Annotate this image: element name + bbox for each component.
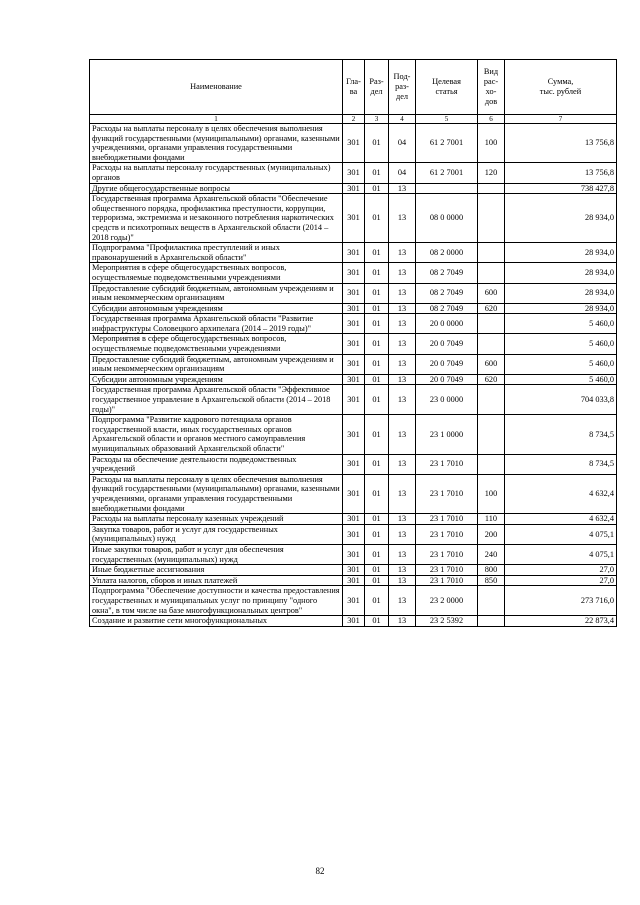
cell-section: 01 [365, 474, 389, 513]
cell-section: 01 [365, 385, 389, 415]
cell-expense-type: 200 [478, 524, 505, 544]
table-row [90, 183, 617, 194]
cell-section: 01 [365, 454, 389, 474]
cell-subsection: 13 [389, 243, 416, 263]
cell-subsection: 13 [389, 314, 416, 334]
cell-subsection: 13 [389, 374, 416, 385]
cell-expense-type: 620 [478, 374, 505, 385]
cell-subsection: 13 [389, 263, 416, 283]
cell-name: Закупка товаров, работ и услуг для государственных (муниципальных) нужд [90, 524, 343, 544]
cell-expense-type: 240 [478, 544, 505, 564]
cell-section: 01 [365, 575, 389, 586]
cell-name: Предоставление субсидий бюджетным, автономным учреждениям и иным некоммерческим организациям [90, 283, 343, 303]
cell-amount: 28 934,0 [505, 243, 617, 263]
table-row [90, 524, 617, 544]
cell-chapter: 301 [343, 514, 365, 525]
cell-expense-type [478, 586, 505, 616]
cell-chapter: 301 [343, 314, 365, 334]
table-row [90, 514, 617, 525]
cell-section: 01 [365, 243, 389, 263]
cell-chapter: 301 [343, 544, 365, 564]
cell-name: Расходы на выплаты персоналу государственных (муниципальных) органов [90, 163, 343, 183]
table-row [90, 263, 617, 283]
cell-name: Другие общегосударственные вопросы [90, 183, 343, 194]
cell-expense-type [478, 263, 505, 283]
cell-subsection: 13 [389, 524, 416, 544]
header-target: Целевая статья [416, 60, 478, 115]
cell-subsection: 13 [389, 183, 416, 194]
cell-amount: 738 427,8 [505, 183, 617, 194]
cell-target: 20 0 7049 [416, 354, 478, 374]
cell-chapter: 301 [343, 586, 365, 616]
cell-subsection: 13 [389, 565, 416, 576]
cell-chapter: 301 [343, 374, 365, 385]
table-row [90, 243, 617, 263]
cell-chapter: 301 [343, 385, 365, 415]
cell-chapter: 301 [343, 616, 365, 627]
cell-chapter: 301 [343, 474, 365, 513]
cell-subsection: 13 [389, 474, 416, 513]
cell-chapter: 301 [343, 354, 365, 374]
cell-amount: 5 460,0 [505, 354, 617, 374]
cell-expense-type [478, 415, 505, 454]
cell-amount: 5 460,0 [505, 314, 617, 334]
cell-chapter: 301 [343, 303, 365, 314]
cell-target: 23 2 5392 [416, 616, 478, 627]
cell-expense-type [478, 334, 505, 354]
cell-name: Расходы на выплаты персоналу казенных учреждений [90, 514, 343, 525]
table-row [90, 575, 617, 586]
cell-amount: 704 033,8 [505, 385, 617, 415]
cell-section: 01 [365, 314, 389, 334]
cell-name: Расходы на выплаты персоналу в целях обеспечения выполнения функций государственными (муниципальными) органами, казенными учреждениями, органами управления государственными внебюджетными фондами [90, 124, 343, 163]
header-expense-type: Вид рас- хо- дов [478, 60, 505, 115]
cell-section: 01 [365, 514, 389, 525]
cell-name: Мероприятия в сфере общегосударственных вопросов, осуществляемые подведомственными учреждениями [90, 263, 343, 283]
cell-section: 01 [365, 586, 389, 616]
cell-section: 01 [365, 283, 389, 303]
cell-target: 23 1 7010 [416, 524, 478, 544]
cell-target: 23 1 7010 [416, 454, 478, 474]
cell-expense-type: 100 [478, 474, 505, 513]
cell-expense-type [478, 314, 505, 334]
cell-chapter: 301 [343, 243, 365, 263]
cell-amount: 27,0 [505, 575, 617, 586]
cell-name: Иные закупки товаров, работ и услуг для обеспечения государственных (муниципальных) нужд [90, 544, 343, 564]
cell-subsection: 04 [389, 163, 416, 183]
cell-amount: 5 460,0 [505, 334, 617, 354]
table-row [90, 314, 617, 334]
cell-subsection: 13 [389, 283, 416, 303]
cell-name: Предоставление субсидий бюджетным, автономным учреждениям и иным некоммерческим организациям [90, 354, 343, 374]
column-number: 7 [505, 115, 617, 124]
table-row [90, 194, 617, 243]
header-name: Наименование [90, 60, 343, 115]
cell-subsection: 13 [389, 385, 416, 415]
cell-expense-type [478, 385, 505, 415]
cell-target: 23 1 7010 [416, 565, 478, 576]
cell-target: 61 2 7001 [416, 163, 478, 183]
table-row [90, 565, 617, 576]
cell-name: Государственная программа Архангельской области "Эффективное государственное управление в Архангельской области (2014 – 2018 годы)" [90, 385, 343, 415]
table-row [90, 544, 617, 564]
cell-section: 01 [365, 544, 389, 564]
cell-section: 01 [365, 374, 389, 385]
cell-name: Подпрограмма "Обеспечение доступности и качества предоставления государственных и муниципальных услуг по принципу "одного окна", в том числе на базе многофункциональных центров" [90, 586, 343, 616]
cell-section: 01 [365, 194, 389, 243]
cell-target: 23 1 0000 [416, 415, 478, 454]
cell-chapter: 301 [343, 524, 365, 544]
cell-expense-type: 600 [478, 354, 505, 374]
table-row [90, 586, 617, 616]
cell-section: 01 [365, 565, 389, 576]
cell-expense-type: 620 [478, 303, 505, 314]
cell-target: 20 0 7049 [416, 374, 478, 385]
table-row [90, 385, 617, 415]
table-row [90, 303, 617, 314]
cell-amount: 28 934,0 [505, 263, 617, 283]
cell-subsection: 13 [389, 303, 416, 314]
cell-name: Создание и развитие сети многофункциональных [90, 616, 343, 627]
cell-section: 01 [365, 616, 389, 627]
cell-target [416, 183, 478, 194]
cell-name: Уплата налогов, сборов и иных платежей [90, 575, 343, 586]
table-body [90, 124, 617, 627]
cell-expense-type [478, 454, 505, 474]
cell-name: Подпрограмма "Развитие кадрового потенциала органов государственной власти, иных государственных органов Архангельской области и органов местного самоуправления муниципальных образований Архангельской области" [90, 415, 343, 454]
budget-table [89, 59, 617, 627]
table-header-row [90, 60, 617, 115]
column-number: 4 [389, 115, 416, 124]
cell-chapter: 301 [343, 565, 365, 576]
column-number: 3 [365, 115, 389, 124]
header-amount: Сумма, тыс. рублей [505, 60, 617, 115]
header-chapter: Гла- ва [343, 60, 365, 115]
table-row [90, 334, 617, 354]
cell-target: 20 0 7049 [416, 334, 478, 354]
cell-section: 01 [365, 263, 389, 283]
cell-name: Государственная программа Архангельской области "Развитие инфраструктуры Соловецкого архипелага (2014 – 2019 годы)" [90, 314, 343, 334]
table-row [90, 474, 617, 513]
cell-expense-type: 850 [478, 575, 505, 586]
table-row [90, 616, 617, 627]
cell-subsection: 13 [389, 415, 416, 454]
cell-expense-type [478, 243, 505, 263]
cell-target: 08 2 7049 [416, 283, 478, 303]
cell-expense-type: 120 [478, 163, 505, 183]
table-row [90, 124, 617, 163]
cell-amount: 4 075,1 [505, 524, 617, 544]
cell-expense-type: 800 [478, 565, 505, 576]
cell-subsection: 13 [389, 575, 416, 586]
cell-subsection: 13 [389, 586, 416, 616]
cell-name: Государственная программа Архангельской области "Обеспечение общественного порядка, профилактика преступности, коррупции, терроризма, экстремизма и незаконного потребления наркотических средств и психотропных веществ в Архангельской области (2014 – 2018 годы)" [90, 194, 343, 243]
cell-subsection: 13 [389, 544, 416, 564]
column-number: 5 [416, 115, 478, 124]
cell-section: 01 [365, 334, 389, 354]
cell-subsection: 13 [389, 354, 416, 374]
column-number: 6 [478, 115, 505, 124]
cell-amount: 27,0 [505, 565, 617, 576]
page-number: 82 [315, 866, 325, 876]
column-number: 1 [90, 115, 343, 124]
cell-target: 08 2 0000 [416, 243, 478, 263]
cell-name: Расходы на выплаты персоналу в целях обеспечения выполнения функций государственными (муниципальными) органами, казенными учреждениями, органами управления государственными внебюджетными фондами [90, 474, 343, 513]
cell-chapter: 301 [343, 183, 365, 194]
cell-expense-type: 100 [478, 124, 505, 163]
cell-target: 23 0 0000 [416, 385, 478, 415]
header-section: Раз- дел [365, 60, 389, 115]
cell-subsection: 13 [389, 194, 416, 243]
cell-target: 20 0 0000 [416, 314, 478, 334]
cell-section: 01 [365, 163, 389, 183]
cell-section: 01 [365, 183, 389, 194]
table-row [90, 283, 617, 303]
cell-section: 01 [365, 124, 389, 163]
cell-chapter: 301 [343, 283, 365, 303]
cell-name: Расходы на обеспечение деятельности подведомственных учреждений [90, 454, 343, 474]
cell-expense-type: 600 [478, 283, 505, 303]
cell-name: Иные бюджетные ассигнования [90, 565, 343, 576]
cell-subsection: 04 [389, 124, 416, 163]
cell-amount: 4 075,1 [505, 544, 617, 564]
cell-amount: 13 756,8 [505, 163, 617, 183]
cell-chapter: 301 [343, 124, 365, 163]
cell-section: 01 [365, 415, 389, 454]
column-number: 2 [343, 115, 365, 124]
cell-amount: 8 734,5 [505, 454, 617, 474]
cell-target: 23 1 7010 [416, 575, 478, 586]
cell-expense-type: 110 [478, 514, 505, 525]
cell-name: Субсидии автономным учреждениям [90, 303, 343, 314]
table-row [90, 163, 617, 183]
cell-expense-type [478, 194, 505, 243]
cell-subsection: 13 [389, 334, 416, 354]
table-row [90, 374, 617, 385]
cell-subsection: 13 [389, 454, 416, 474]
cell-chapter: 301 [343, 334, 365, 354]
cell-section: 01 [365, 354, 389, 374]
table-row [90, 454, 617, 474]
cell-amount: 5 460,0 [505, 374, 617, 385]
cell-target: 08 2 7049 [416, 303, 478, 314]
cell-amount: 13 756,8 [505, 124, 617, 163]
cell-name: Мероприятия в сфере общегосударственных вопросов, осуществляемые подведомственными учреждениями [90, 334, 343, 354]
cell-amount: 22 873,4 [505, 616, 617, 627]
cell-target: 61 2 7001 [416, 124, 478, 163]
cell-target: 23 2 0000 [416, 586, 478, 616]
cell-subsection: 13 [389, 514, 416, 525]
cell-amount: 28 934,0 [505, 194, 617, 243]
header-subsection: Под- раз- дел [389, 60, 416, 115]
cell-section: 01 [365, 303, 389, 314]
cell-expense-type [478, 183, 505, 194]
cell-chapter: 301 [343, 415, 365, 454]
cell-amount: 28 934,0 [505, 283, 617, 303]
cell-chapter: 301 [343, 194, 365, 243]
cell-section: 01 [365, 524, 389, 544]
cell-target: 08 2 7049 [416, 263, 478, 283]
cell-name: Субсидии автономным учреждениям [90, 374, 343, 385]
cell-chapter: 301 [343, 163, 365, 183]
cell-chapter: 301 [343, 454, 365, 474]
cell-amount: 8 734,5 [505, 415, 617, 454]
table-row [90, 415, 617, 454]
table-row [90, 354, 617, 374]
cell-amount: 4 632,4 [505, 474, 617, 513]
cell-chapter: 301 [343, 575, 365, 586]
cell-subsection: 13 [389, 616, 416, 627]
cell-target: 23 1 7010 [416, 474, 478, 513]
cell-target: 23 1 7010 [416, 514, 478, 525]
cell-target: 23 1 7010 [416, 544, 478, 564]
cell-amount: 273 716,0 [505, 586, 617, 616]
cell-chapter: 301 [343, 263, 365, 283]
cell-name: Подпрограмма "Профилактика преступлений и иных правонарушений в Архангельской области" [90, 243, 343, 263]
cell-expense-type [478, 616, 505, 627]
cell-amount: 4 632,4 [505, 514, 617, 525]
column-number-row [90, 115, 617, 124]
cell-amount: 28 934,0 [505, 303, 617, 314]
cell-target: 08 0 0000 [416, 194, 478, 243]
